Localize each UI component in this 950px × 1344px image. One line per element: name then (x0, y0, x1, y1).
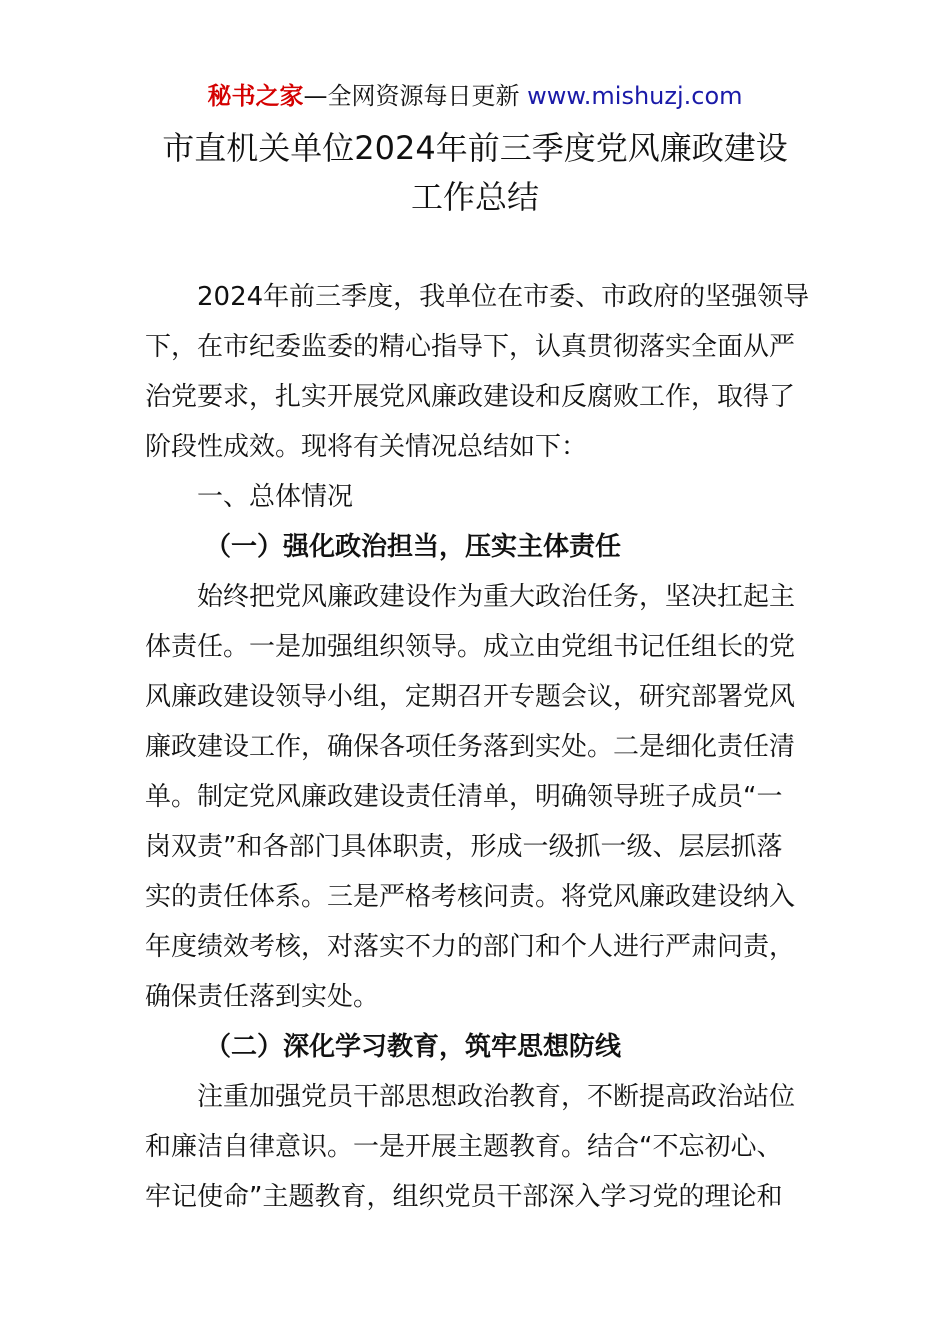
body-line: 确保责任落到实处。 (145, 982, 380, 1012)
body-line: 单。制定党风廉政建设责任清单，明确领导班子成员“一 (145, 782, 783, 812)
body-line: 牢记使命”主题教育，组织党员干部深入学习党的理论和 (145, 1182, 783, 1212)
body-line: 风廉政建设领导小组，定期召开专题会议，研究部署党风 (145, 682, 796, 712)
header-tagline: —全网资源每日更新 (303, 82, 528, 110)
body-line: 体责任。一是加强组织领导。成立由党组书记任组长的党 (145, 632, 796, 662)
subsection-heading: （二）深化学习教育，筑牢思想防线 (205, 1032, 622, 1062)
document-title-line-1: 市直机关单位2024年前三季度党风廉政建设 (162, 129, 788, 167)
body-line: 廉政建设工作，确保各项任务落到实处。二是细化责任清 (145, 732, 796, 762)
document-body (145, 272, 810, 1222)
body-line: 实的责任体系。三是严格考核问责。将党风廉政建设纳入 (145, 882, 796, 912)
body-line: 岗双责”和各部门具体职责，形成一级抓一级、层层抓落 (145, 832, 783, 862)
section-heading: 一、总体情况 (197, 482, 354, 512)
subsection-heading: （一）强化政治担当，压实主体责任 (205, 532, 622, 562)
body-line: 始终把党风廉政建设作为重大政治任务，坚决扛起主 (197, 582, 796, 612)
body-line: 阶段性成效。现将有关情况总结如下： (145, 432, 588, 462)
body-line: 和廉洁自律意识。一是开展主题教育。结合“不忘初心、 (145, 1132, 783, 1162)
site-url-link[interactable]: www.mishuzj.com (527, 82, 743, 110)
body-line: 2024年前三季度，我单位在市委、市政府的坚强领导 (197, 282, 810, 312)
site-header (0, 80, 950, 112)
body-line: 年度绩效考核，对落实不力的部门和个人进行严肃问责， (145, 932, 796, 962)
body-line: 注重加强党员干部思想政治教育，不断提高政治站位 (197, 1082, 796, 1112)
body-line: 下，在市纪委监委的精心指导下，认真贯彻落实全面从严 (145, 332, 796, 362)
document-title-line-2: 工作总结 (410, 178, 539, 216)
body-line: 治党要求，扎实开展党风廉政建设和反腐败工作，取得了 (145, 382, 796, 412)
brand-name: 秘书之家 (207, 82, 304, 110)
